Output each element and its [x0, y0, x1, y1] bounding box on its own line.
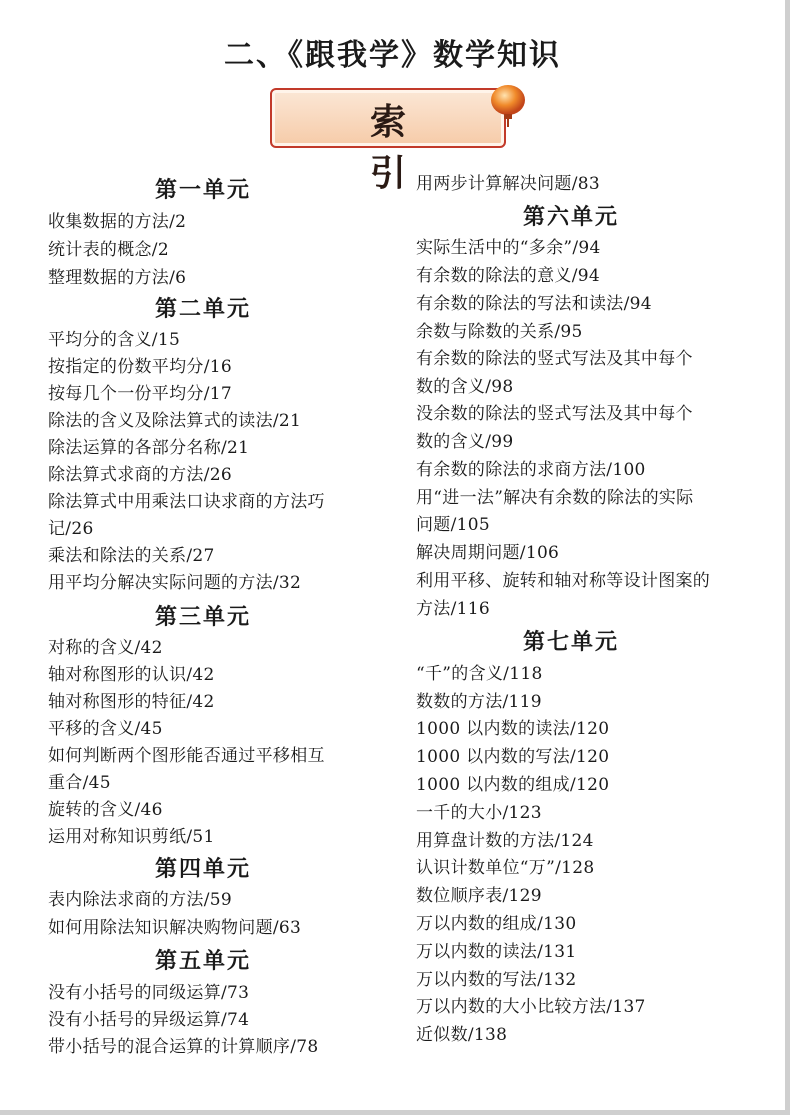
unit-heading: 第六单元 — [522, 205, 619, 230]
unit-heading: 第四单元 — [154, 857, 251, 882]
index-entry: 收集数据的方法/2 — [48, 212, 187, 232]
index-entry: 如何用除法知识解决购物问题/63 — [48, 918, 302, 938]
page-title: 二、《跟我学》数学知识 — [224, 38, 561, 73]
index-entry: 方法/116 — [416, 599, 490, 619]
index-entry: 统计表的概念/2 — [48, 240, 169, 260]
index-entry: 有余数的除法的意义/94 — [416, 266, 600, 286]
banner-text: 索 引 — [369, 102, 446, 194]
index-entry: 认识计数单位“万”/128 — [416, 858, 595, 878]
index-banner — [270, 88, 506, 194]
index-entry: 万以内数的组成/130 — [416, 914, 577, 934]
unit-heading: 第五单元 — [154, 949, 251, 974]
index-entry: 没有小括号的异级运算/74 — [48, 1010, 250, 1030]
index-entry: 1000 以内数的写法/120 — [416, 747, 610, 767]
index-entry: 用平均分解决实际问题的方法/32 — [48, 573, 302, 593]
index-entry: 近似数/138 — [416, 1025, 508, 1045]
index-entry: 记/26 — [48, 519, 94, 539]
index-entry: 平均分的含义/15 — [48, 330, 181, 350]
index-entry: 表内除法求商的方法/59 — [48, 890, 232, 910]
index-entry: 按每几个一份平均分/17 — [48, 384, 232, 404]
index-entry: 用“进一法”解决有余数的除法的实际 — [416, 488, 694, 508]
index-entry: 没余数的除法的竖式写法及其中每个 — [416, 404, 693, 424]
index-entry: 用算盘计数的方法/124 — [416, 831, 594, 851]
index-entry: 有余数的除法的竖式写法及其中每个 — [416, 349, 693, 369]
index-entry: 按指定的份数平均分/16 — [48, 357, 232, 377]
index-entry: 1000 以内数的组成/120 — [416, 775, 610, 795]
index-entry: 用两步计算解决问题/83 — [416, 174, 600, 194]
lantern-icon — [486, 80, 530, 128]
unit-heading: 第一单元 — [154, 178, 251, 203]
unit-heading: 第二单元 — [154, 297, 251, 322]
index-entry: 除法算式求商的方法/26 — [48, 465, 232, 485]
index-entry: 整理数据的方法/6 — [48, 268, 187, 288]
index-entry: 带小括号的混合运算的计算顺序/78 — [48, 1037, 319, 1057]
index-entry: 有余数的除法的求商方法/100 — [416, 460, 646, 480]
index-entry: 乘法和除法的关系/27 — [48, 546, 215, 566]
index-entry: 轴对称图形的认识/42 — [48, 665, 215, 685]
index-entry: 对称的含义/42 — [48, 638, 163, 658]
unit-heading: 第七单元 — [522, 630, 619, 655]
unit-heading: 第三单元 — [154, 605, 251, 630]
index-entry: 旋转的含义/46 — [48, 800, 163, 820]
index-entry: 数的含义/99 — [416, 432, 514, 452]
index-entry: 万以内数的大小比较方法/137 — [416, 997, 646, 1017]
index-entry: 实际生活中的“多余”/94 — [416, 238, 601, 258]
index-entry: 万以内数的读法/131 — [416, 942, 577, 962]
index-entry: 平移的含义/45 — [48, 719, 163, 739]
index-entry: 数位顺序表/129 — [416, 886, 542, 906]
index-entry: 运用对称知识剪纸/51 — [48, 827, 215, 847]
index-entry: 如何判断两个图形能否通过平移相互 — [48, 746, 325, 766]
index-entry: 有余数的除法的写法和读法/94 — [416, 294, 652, 314]
index-entry: 除法运算的各部分名称/21 — [48, 438, 250, 458]
index-entry: 利用平移、旋转和轴对称等设计图案的 — [416, 571, 711, 591]
index-entry: 除法的含义及除法算式的读法/21 — [48, 411, 302, 431]
index-entry: 1000 以内数的读法/120 — [416, 719, 610, 739]
index-entry: 重合/45 — [48, 773, 111, 793]
index-entry: “千”的含义/118 — [416, 664, 543, 684]
index-entry: 问题/105 — [416, 515, 490, 535]
index-entry: 轴对称图形的特征/42 — [48, 692, 215, 712]
index-entry: 解决周期问题/106 — [416, 543, 560, 563]
index-entry: 余数与除数的关系/95 — [416, 322, 583, 342]
index-entry: 万以内数的写法/132 — [416, 970, 577, 990]
index-entry: 除法算式中用乘法口诀求商的方法巧 — [48, 492, 325, 512]
index-entry: 数的含义/98 — [416, 377, 514, 397]
index-entry: 没有小括号的同级运算/73 — [48, 983, 250, 1003]
index-entry: 一千的大小/123 — [416, 803, 542, 823]
index-entry: 数数的方法/119 — [416, 692, 542, 712]
